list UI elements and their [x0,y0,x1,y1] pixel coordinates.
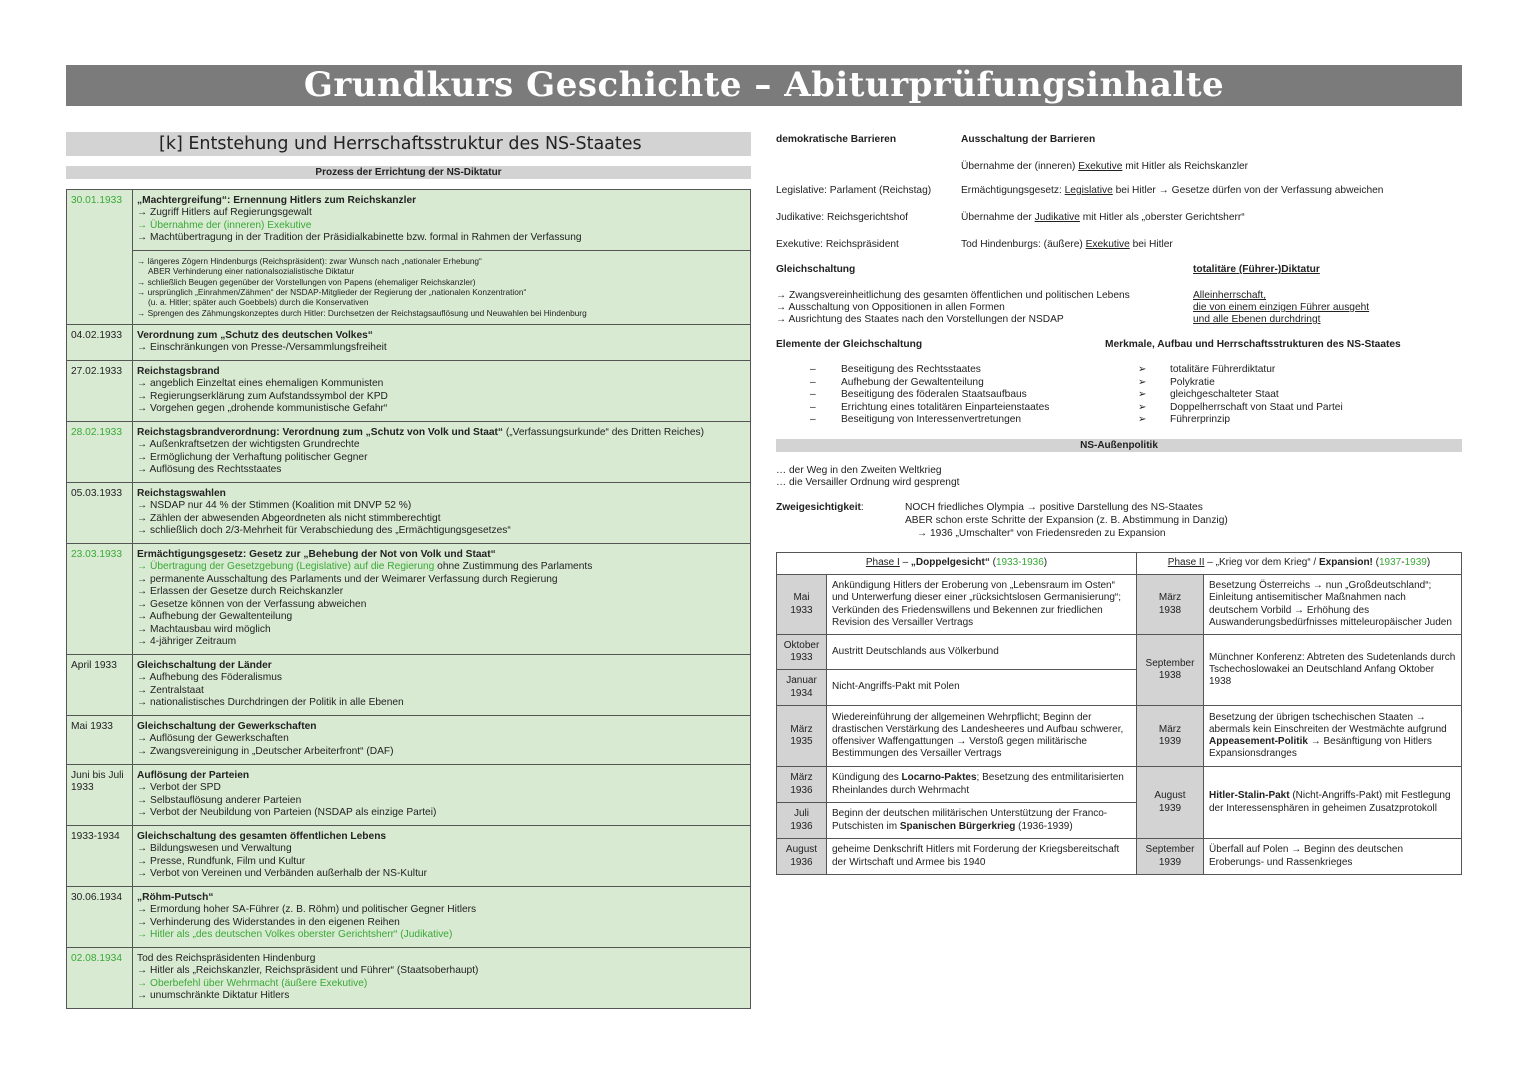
phase-event: Hitler-Stalin-Pakt (Nicht-Angriffs-Pakt) mit Festlegung der Interessensphären in geheimen Zusatzprotokoll [1204,767,1462,839]
row-title-suffix: („Verfassungsurkunde“ des Dritten Reiches) [503,427,705,438]
row-date: Mai 1933 [67,716,133,765]
row-line: → Oberbefehl über Wehrmacht (äußere Exekutive) [137,977,368,989]
table-row [67,826,751,887]
table-row [67,422,751,483]
row-line: → permanente Ausschaltung des Parlaments und der Weimarer Verfassung durch Regierung [137,573,558,585]
section-title: [k] Entstehung und Herrschaftsstruktur des NS-Staates [66,132,751,156]
feature-item: Führerprinzip [1170,414,1231,425]
gleichschaltung-line: → Ausrichtung des Staates nach den Vorstellungen der NSDAP [776,314,1064,325]
feature-item: totalitäre Führerdiktatur [1170,364,1276,375]
phase-date: September 1938 [1137,635,1204,706]
row-date: 27.02.1933 [67,361,133,422]
row-content [133,190,751,251]
table-row [777,553,1462,575]
row-date: April 1933 [67,655,133,716]
duality-line: ABER schon erste Schritte der Expansion (z. B. Abstimmung in Danzig) [905,515,1228,526]
elimination-line: Übernahme der (inneren) Exekutive mit Hitler als Reichskanzler [961,161,1249,172]
row-date: Juni bis Juli 1933 [67,765,133,826]
foreign-policy-heading: NS-Außenpolitik [776,439,1462,452]
element-item: Beseitigung des Rechtsstaates [841,364,981,375]
row-date: 30.01.1933 [67,190,133,325]
row-line: → Hitler als „des deutschen Volkes oberster Gerichtsherr“ (Judikative) [137,929,453,941]
phase-event: Münchner Konferenz: Abtreten des Sudetenlands durch Tschechoslowakei an Deutschland Anfang Oktober 1938 [1204,635,1462,706]
row-title: „Machtergreifung“: Ernennung Hitlers zum Reichskanzler [137,195,417,206]
arrow-bullet-icon: ➢ [1138,414,1147,425]
row-content [133,826,751,887]
row-line: → Presse, Rundfunk, Film und Kultur [137,855,306,867]
table-row [67,483,751,544]
row-line: → Zugriff Hitlers auf Regierungsgewalt [137,207,312,219]
foreign-policy-line: … der Weg in den Zweiten Weltkrieg [776,465,942,476]
row-content [133,251,751,325]
row-line: → Verbot der Neubildung von Parteien (NSDAP als einzige Partei) [137,807,437,819]
table-row [67,948,751,1009]
row-content [133,948,751,1009]
row-title: Reichstagswahlen [137,488,226,499]
feature-item: gleichgeschalteter Staat [1170,389,1279,400]
phase-date: Mai 1933 [777,575,827,635]
element-item: Beseitigung des föderalen Staatsaufbaus [841,389,1027,400]
phase-event: Besetzung Österreichs → nun „Großdeutschland“; Einleitung antisemitischer Maßnahmen nach deutschem Vorbild → Erhöhung des Auswanderungsbedürfnisses mitteleuropäischer Juden [1204,575,1462,635]
row-title: Ermächtigungsgesetz: Gesetz zur „Behebung der Not von Volk und Staat“ [137,549,496,560]
phase-date: März 1935 [777,706,827,767]
table-row [67,190,751,251]
row-content [133,765,751,826]
dash-icon: – [810,414,816,425]
feature-item: Polykratie [1170,377,1215,388]
process-title: Prozess der Errichtung der NS-Diktatur [66,166,751,179]
gleichschaltung-line: → Zwangsvereinheitlichung des gesamten öffentlichen und politischen Lebens [776,290,1130,301]
phase-event: Austritt Deutschlands aus Völkerbund [827,635,1137,670]
row-line: → Übernahme der (inneren) Exekutive [137,219,312,231]
table-row [67,251,751,325]
row-content [133,361,751,422]
row-date: 30.06.1934 [67,887,133,948]
phase-event: Beginn der deutschen militärischen Unterstützung der Franco-Putschisten im Spanischen Bürgerkrieg (1936-1939) [827,803,1137,839]
phase-date: August 1936 [777,839,827,875]
row-title: „Röhm-Putsch“ [137,892,214,903]
row-line: → schließlich Beugen gegenüber der Vorstellungen von Papens (ehemaliger Reichskanzler) [137,276,476,287]
row-title: Gleichschaltung des gesamten öffentlichen Lebens [137,831,387,842]
row-date: 28.02.1933 [67,422,133,483]
row-line: ohne Zustimmung des Parlaments [434,561,593,573]
row-content [133,716,751,765]
row-content [133,655,751,716]
row-line: → Regierungserklärung zum Aufstandssymbol der KPD [137,390,388,402]
row-date: 05.03.1933 [67,483,133,544]
arrow-bullet-icon: ➢ [1138,402,1147,413]
phase-one-header: Phase I – „Doppelgesicht“ (1933-1936) [777,553,1137,575]
phase-event: Überfall auf Polen → Beginn des deutschen Eroberungs- und Rassenkrieges [1204,839,1462,875]
phase-date: März 1939 [1137,706,1204,767]
row-line: → Gesetze können von der Verfassung abweichen [137,598,367,610]
barriers-heading: demokratische Barrieren [776,134,897,145]
phase-event: Besetzung der übrigen tschechischen Staaten → abermals kein Einschreiten der Westmächte aufgrund Appeasement-Politik → Besänftigung von Hitlers Expansionsdranges [1204,706,1462,767]
element-item: Errichtung eines totalitären Einparteienstaates [841,402,1050,413]
row-title: Tod des Reichspräsidenten Hindenburg [137,953,316,964]
element-item: Aufhebung der Gewaltenteilung [841,377,984,388]
row-line: → ursprünglich „Einrahmen/Zähmen“ der NSDAP-Mitglieder der Regierung der „nationalen Konzentration“ [137,287,527,298]
row-line: → Ermöglichung der Verhaftung politischer Gegner [137,451,368,463]
row-content [133,325,751,361]
row-line: → Auflösung der Gewerkschaften [137,733,289,745]
row-title: Auflösung der Parteien [137,770,250,781]
row-line: → Machtausbau wird möglich [137,623,271,635]
row-line: → Einschränkungen von Presse-/Versammlungsfreiheit [137,342,387,354]
row-line: → Verhinderung des Widerstandes in den eigenen Reihen [137,916,400,928]
row-date: 23.03.1933 [67,544,133,655]
elimination-line: Übernahme der Judikative mit Hitler als „oberster Gerichtsherr“ [961,212,1245,223]
table-row [67,716,751,765]
row-line-highlight: → Übertragung der Gesetzgebung (Legislative) auf die Regierung [137,561,435,573]
phases-table [776,552,1462,875]
row-content [133,544,751,655]
phase-date: Januar 1934 [777,670,827,706]
row-line: → Machtübertragung in der Tradition der Präsidialkabinette bzw. formal in Rahmen der Verfassung [137,232,582,244]
table-row [67,765,751,826]
row-line: → Zwangsvereinigung in „Deutscher Arbeiterfront“ (DAF) [137,745,394,757]
row-title: Verordnung zum „Schutz des deutschen Volkes“ [137,330,373,341]
row-line: → unumschränkte Diktatur Hitlers [137,990,290,1002]
phase-date: März 1938 [1137,575,1204,635]
row-line: → Auflösung des Rechtsstaates [137,464,282,476]
row-title: Reichstagsbrandverordnung: Verordnung zum „Schutz von Volk und Staat“ [137,427,504,438]
gleichschaltung-line: → Ausschaltung von Oppositionen in allen Formen [776,302,1005,313]
row-line: → angeblich Einzeltat eines ehemaligen Kommunisten [137,378,384,390]
elimination-line: Ermächtigungsgesetz: Legislative bei Hitler → Gesetze dürfen von der Verfassung abweichen [961,185,1384,196]
row-content [133,422,751,483]
duality-line: NOCH friedliches Olympia → positive Darstellung des NS-Staates [905,502,1203,513]
phase-event: Kündigung des Locarno-Paktes; Besetzung des entmilitarisierten Rheinlandes durch Wehrmacht [827,767,1137,803]
phase-date: August 1939 [1137,767,1204,839]
dash-icon: – [810,364,816,375]
phase-date: Juli 1936 [777,803,827,839]
row-line: → nationalistisches Durchdringen der Politik in alle Ebenen [137,697,404,709]
elimination-heading: Ausschaltung der Barrieren [961,134,1096,145]
row-line: → Zählen der abwesenden Abgeordneten als nicht stimmberechtigt [137,512,441,524]
elimination-line: Tod Hindenburgs: (äußere) Exekutive bei Hitler [961,239,1173,250]
table-row [777,635,1462,670]
row-line: → längeres Zögern Hindenburgs (Reichspräsident): zwar Wunsch nach „nationaler Erhebung“ [137,256,482,266]
dictatorship-heading: totalitäre (Führer-)Diktatur [1193,264,1320,275]
row-line: → 4-jähriger Zeitraum [137,636,237,648]
dash-icon: – [810,389,816,400]
phase-date: Oktober 1933 [777,635,827,670]
dash-icon: – [810,402,816,413]
row-title: Gleichschaltung der Länder [137,660,272,671]
phase-two-header: Phase II – „Krieg vor dem Krieg“ / Expansion! (1937-1939) [1137,553,1462,575]
row-line: → Ermordung hoher SA-Führer (z. B. Röhm) und politischer Gegner Hitlers [137,904,477,916]
table-row [777,767,1462,803]
row-line: (u. a. Hitler; später auch Goebbels) durch die Konservativen [148,297,369,308]
phase-date: März 1936 [777,767,827,803]
row-line: → Verbot von Vereinen und Verbänden außerhalb der NS-Kultur [137,868,427,880]
row-line: → Selbstauflösung anderer Parteien [137,794,302,806]
table-row [67,325,751,361]
barrier-judicative: Judikative: Reichsgerichtshof [776,212,908,223]
row-content [133,887,751,948]
barrier-legislative: Legislative: Parlament (Reichstag) [776,185,932,196]
row-line: → Aufhebung der Gewaltenteilung [137,611,293,623]
row-line: → Hitler als „Reichskanzler, Reichspräsident und Führer“ (Staatsoberhaupt) [137,965,479,977]
phase-event: Nicht-Angriffs-Pakt mit Polen [827,670,1137,706]
feature-item: Doppelherrschaft von Staat und Partei [1170,402,1343,413]
element-item: Beseitigung von Interessenvertretungen [841,414,1022,425]
arrow-bullet-icon: ➢ [1138,377,1147,388]
row-line: → NSDAP nur 44 % der Stimmen (Koalition mit DNVP 52 %) [137,500,412,512]
table-row [67,361,751,422]
phase-date: September 1939 [1137,839,1204,875]
table-row [67,544,751,655]
row-line: → Verbot der SPD [137,782,221,794]
table-row [777,706,1462,767]
arrow-bullet-icon: ➢ [1138,389,1147,400]
gleichschaltung-heading: Gleichschaltung [776,264,856,275]
phase-event: Wiedereinführung der allgemeinen Wehrpflicht; Beginn der drastischen Verstärkung des Landesheeres und Aufbau schwerer, offensiver Waffengattungen → Verstoß gegen militärische Bestimmungen des Versailler Vertrags [827,706,1137,767]
row-date: 04.02.1933 [67,325,133,361]
duality-line: → 1936 „Umschalter“ von Friedensreden zu Expansion [917,528,1166,539]
row-date: 02.08.1934 [67,948,133,1009]
row-line: → Vorgehen gegen „drohende kommunistische Gefahr“ [137,403,388,415]
table-row [777,575,1462,635]
phase-event: Ankündigung Hitlers der Eroberung von „Lebensraum im Osten“ und Unterwerfung dieser einer „rücksichtslosen Germanisierung“; Verkünden des Friedenswillens und Bekennen zur friedlichen Revision des Versailler Vertrags [827,575,1137,635]
timeline-table [66,189,751,1009]
features-heading: Merkmale, Aufbau und Herrschaftsstrukturen des NS-Staates [1105,339,1401,350]
row-line: → Aufhebung des Föderalismus [137,672,282,684]
dictatorship-line: und alle Ebenen durchdringt [1193,314,1321,325]
page-banner: Grundkurs Geschichte – Abiturprüfungsinhalte [66,65,1462,106]
row-content [133,483,751,544]
table-row [67,655,751,716]
dash-icon: – [810,377,816,388]
elements-heading: Elemente der Gleichschaltung [776,339,923,350]
row-line: ABER Verhinderung einer nationalsozialistische Diktatur [148,266,355,277]
row-date: 1933-1934 [67,826,133,887]
row-line: → Außenkraftsetzen der wichtigsten Grundrechte [137,439,360,451]
dictatorship-line: die von einem einzigen Führer ausgeht [1193,302,1370,313]
row-title: Reichstagsbrand [137,366,220,377]
duality-heading: Zweigesichtigkeit: [776,502,864,513]
row-line: → Zentralstaat [137,684,204,696]
row-line: → Erlassen der Gesetze durch Reichskanzler [137,586,344,598]
row-line: → Sprengen des Zähmungskonzeptes durch Hitler: Durchsetzen der Reichstagsauflösung und Neuwahlen bei Hindenburg [137,307,587,318]
table-row [67,887,751,948]
foreign-policy-line: … die Versailler Ordnung wird gesprengt [776,477,960,488]
arrow-bullet-icon: ➢ [1138,364,1147,375]
row-title: Gleichschaltung der Gewerkschaften [137,721,317,732]
barrier-executive: Exekutive: Reichspräsident [776,239,899,250]
table-row [777,839,1462,875]
row-line: → schließlich doch 2/3-Mehrheit für Verabschiedung des „Ermächtigungsgesetzes“ [137,525,511,537]
left-column [66,132,751,1009]
phase-event: geheime Denkschrift Hitlers mit Forderung der Kriegsbereitschaft der Wirtschaft und Armee bis 1940 [827,839,1137,875]
dictatorship-line: Alleinherrschaft, [1193,290,1267,301]
row-line: → Bildungswesen und Verwaltung [137,843,292,855]
